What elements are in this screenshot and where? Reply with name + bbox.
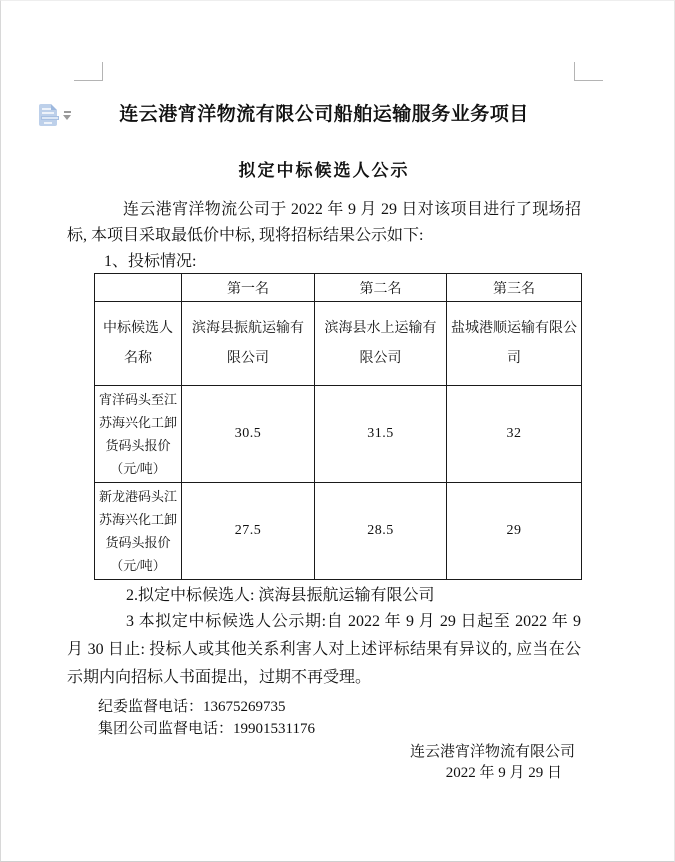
price-row-1-label: 宵洋码头至江苏海兴化工卸货码头报价（元/吨） [95,386,182,483]
candidate-1-name: 滨海县振航运输有限公司 [182,302,315,386]
page-fold-corner [51,104,57,110]
table-header-cell-second: 第二名 [315,274,447,302]
bid-results-table [94,273,582,580]
section1-heading: 1、投标情况: [104,253,197,270]
margin-cropmark-topright [574,62,575,81]
table-header-cell-third: 第三名 [447,274,582,302]
section3-publicity-period: 3 本拟定中标候选人公示期:自 2022 年 9 月 29 日起至 2022 年 9 月 30 日止: 投标人或其他关系利害人对上述评标结果有异议的, 应当在公示期内向招标人书面提出，过期不再受理。 [67,613,581,686]
document-content [67,97,581,784]
intro-paragraph: 连云港宵洋物流公司于 2022 年 9 月 29 日对该项目进行了现场招标, 本项目采取最低价中标, 现将招标结果公示如下: [67,201,581,244]
price-row-xinlonggang-dock [95,483,582,580]
row-label-candidate-names: 中标候选人名称 [95,302,182,386]
candidate-name-row [95,302,582,386]
signature-date: 2022 年 9 月 29 日 [445,765,562,781]
margin-cropmark-topright [574,80,603,81]
candidate-2-name: 滨海县水上运输有限公司 [315,302,447,386]
paste-options-document-icon[interactable] [39,104,57,126]
table-header-cell-first: 第一名 [182,274,315,302]
signature-company: 连云港宵洋物流有限公司 [409,744,575,760]
discipline-supervision-phone: 纪委监督电话：13675269735 [98,699,286,715]
document-title: 连云港宵洋物流有限公司船舶运输服务业务项目 [119,104,529,125]
price-row-2-value-2: 28.5 [315,483,447,580]
document-subtitle: 拟定中标候选人公示 [238,161,410,180]
price-row-2-value-3: 29 [447,483,582,580]
price-row-1-value-3: 32 [447,386,582,483]
group-supervision-phone: 集团公司监督电话：19901531176 [98,721,315,737]
price-row-1-value-2: 31.5 [315,386,447,483]
table-header-cell-empty [95,274,182,302]
price-row-1-value-1: 30.5 [182,386,315,483]
price-row-xiaoyang-dock [95,386,582,483]
candidate-3-name: 盐城港顺运输有限公司 [447,302,582,386]
section2-proposed-winner: 2.拟定中标候选人: 滨海县振航运输有限公司 [126,587,435,604]
price-row-2-label: 新龙港码头江苏海兴化工卸货码头报价（元/吨） [95,483,182,580]
price-row-2-value-1: 27.5 [182,483,315,580]
margin-cropmark-topleft [74,80,103,81]
table-header-row [95,274,582,302]
margin-cropmark-topleft [102,62,103,81]
